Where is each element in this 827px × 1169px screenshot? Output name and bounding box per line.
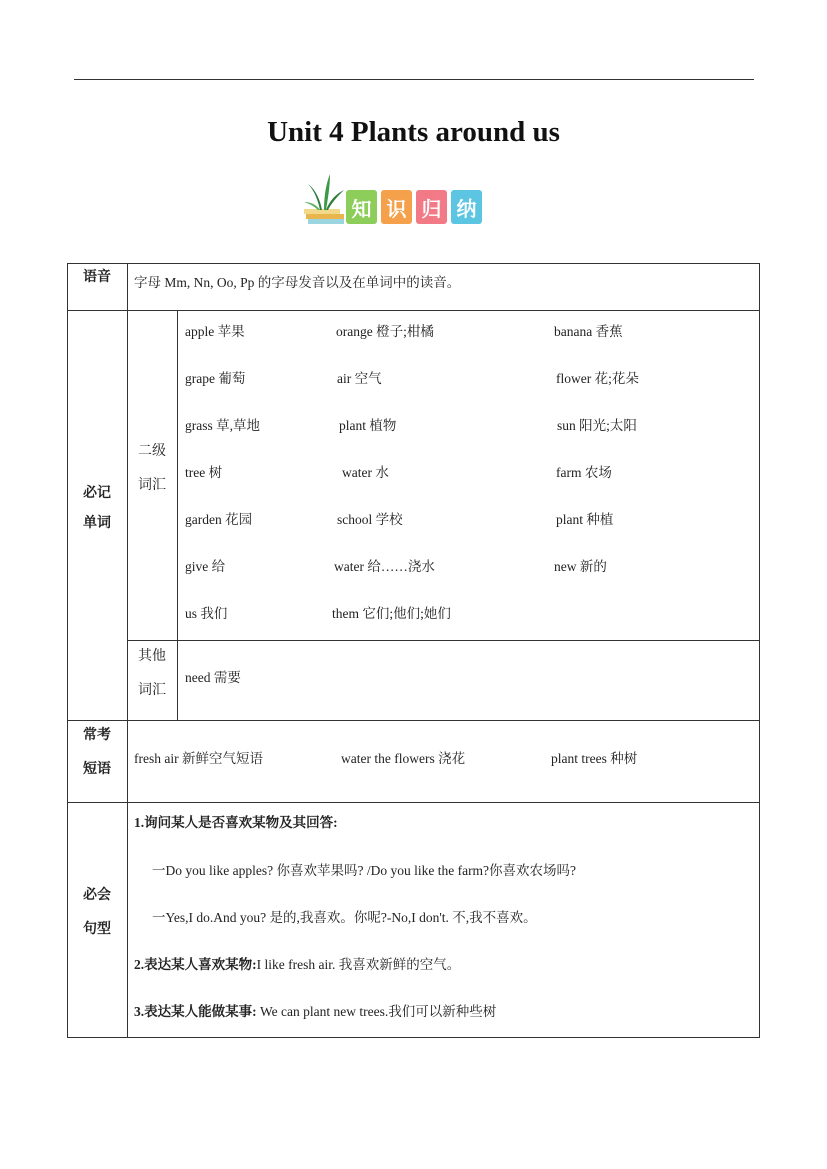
vocab-word: water 给……浇水 [334, 559, 435, 574]
sentence-heading-1: 1.询问某人是否喜欢某物及其回答: [134, 815, 338, 830]
sentence-heading-2: 2.表达某人喜欢某物: [134, 957, 257, 972]
phrase-item: water the flowers 浇花 [341, 751, 466, 766]
vocab-word: plant 种植 [556, 512, 614, 527]
vocab-word: them 它们;他们;她们 [332, 606, 451, 621]
vocab-word: give 给 [185, 559, 226, 574]
vocab-word: apple 苹果 [185, 324, 245, 339]
plant-book-icon [300, 170, 350, 230]
vocab-word: orange 橙子;柑橘 [336, 324, 434, 339]
vocab-word: school 学校 [337, 512, 403, 527]
header-rule [74, 79, 754, 80]
table-border [67, 310, 760, 311]
vocab-word: garden 花园 [185, 512, 253, 527]
knowledge-summary-badge [300, 170, 500, 230]
vocab-word: tree 树 [185, 465, 223, 480]
table-border [759, 263, 760, 1038]
pronunciation-text: 字母 Mm, Nn, Oo, Pp 的字母发音以及在单词中的读音。 [134, 275, 461, 290]
sentence-question: 一Do you like apples? 你喜欢苹果吗? /Do you like the farm?你喜欢农场吗? [152, 863, 577, 878]
category-vocab-line1: 必记 [83, 485, 111, 501]
vocab-word: farm 农场 [556, 465, 612, 480]
sentence-2-body: I like fresh air. 我喜欢新鲜的空气。 [256, 957, 461, 972]
sentence-2 [134, 953, 460, 973]
sentence-3 [134, 1000, 496, 1020]
category-pronunciation: 语音 [83, 269, 111, 285]
vocab-word: banana 香蕉 [554, 324, 623, 339]
sentence-answer: 一Yes,I do.And you? 是的,我喜欢。你呢?-No,I don't. 不,我不喜欢。 [152, 910, 537, 925]
vocab-word: water 水 [342, 465, 389, 480]
category-sentences-line2: 句型 [83, 921, 111, 937]
category-phrases-line2: 短语 [83, 761, 111, 777]
other-vocab-text: need 需要 [185, 670, 241, 685]
phrase-item: plant trees 种树 [551, 751, 638, 766]
vocab-word: new 新的 [554, 559, 607, 574]
vocab-word: flower 花;花朵 [556, 371, 639, 386]
phrase-item: fresh air 新鲜空气短语 [134, 751, 263, 766]
level2-label-line1: 二级 [138, 443, 166, 459]
vocab-word: grape 葡萄 [185, 371, 246, 386]
table-border [177, 310, 178, 721]
vocab-word: grass 草,草地 [185, 418, 260, 433]
badge-tile: 归 [416, 190, 447, 224]
level2-label-line2: 词汇 [138, 477, 166, 493]
page-title: Unit 4 Plants around us [267, 116, 560, 148]
vocab-word: sun 阳光;太阳 [557, 418, 637, 433]
vocab-word: us 我们 [185, 606, 228, 621]
badge-tile: 纳 [451, 190, 482, 224]
category-vocab-line2: 单词 [83, 515, 111, 531]
badge-tile: 知 [346, 190, 377, 224]
table-border [127, 640, 760, 641]
other-vocab-label-line1: 其他 [138, 648, 166, 664]
vocab-word: plant 植物 [339, 418, 397, 433]
table-border [67, 1037, 760, 1038]
sentence-3-body: We can plant new trees.我们可以新种些树 [256, 1004, 497, 1019]
table-border [67, 802, 760, 803]
badge-tile: 识 [381, 190, 412, 224]
table-border [67, 720, 760, 721]
category-sentences-line1: 必会 [83, 887, 111, 903]
vocab-word: air 空气 [337, 371, 382, 386]
table-border [67, 263, 760, 264]
sentence-heading-3: 3.表达某人能做某事: [134, 1004, 257, 1019]
category-phrases-line1: 常考 [83, 727, 111, 743]
other-vocab-label-line2: 词汇 [138, 682, 166, 698]
